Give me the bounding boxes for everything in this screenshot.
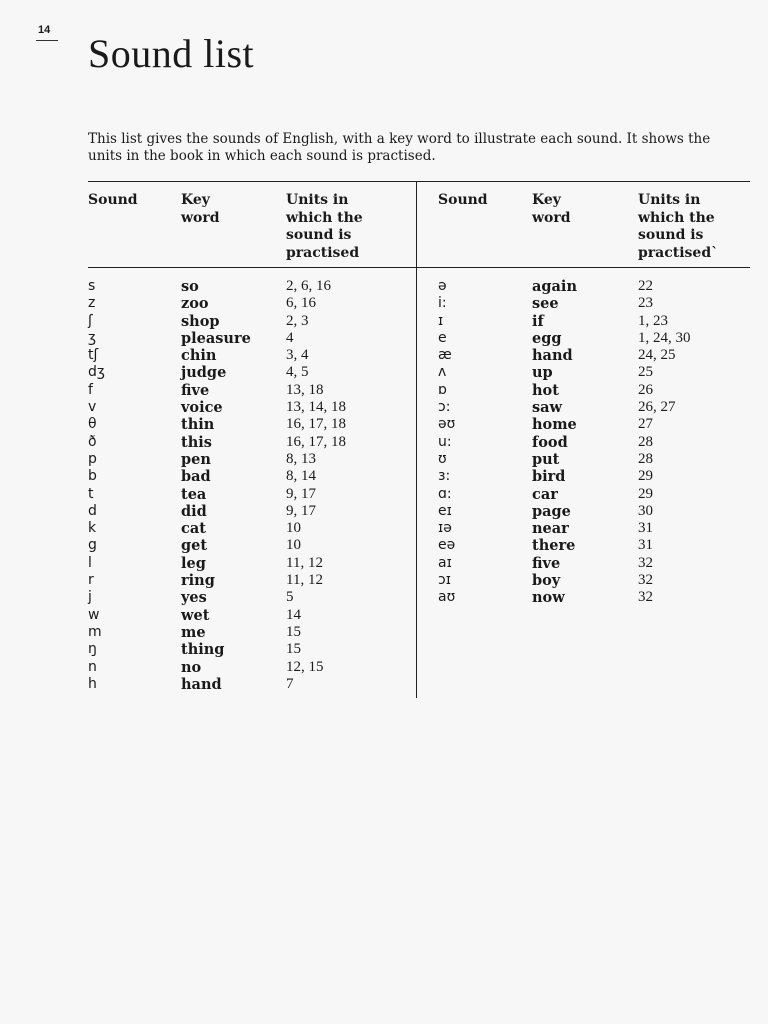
consonant-word-cell: thin (181, 416, 215, 434)
consonant-word-cell: voice (181, 399, 223, 417)
consonant-units-cell: 16, 17, 18 (286, 433, 346, 450)
consonant-sound-cell: ʃ (88, 312, 93, 329)
vowel-word-cell: food (532, 433, 568, 451)
vowel-sound-cell: əʊ (438, 416, 456, 433)
consonant-units-cell: 10 (286, 520, 301, 537)
consonant-sound-cell: m (88, 623, 102, 640)
consonant-units-cell: 13, 18 (286, 381, 324, 398)
vowel-sound-cell: æ (438, 347, 452, 364)
page-number-rule (36, 40, 58, 41)
page-title: Sound list (88, 31, 255, 76)
consonant-word-cell: pleasure (181, 329, 251, 347)
vowel-sound-cell: aɪ (438, 554, 452, 571)
vowel-word-cell: up (532, 364, 553, 382)
vowel-keyword-column (532, 278, 577, 607)
consonant-sound-cell: ŋ (88, 641, 97, 658)
vowel-units-cell: 28 (638, 433, 653, 450)
vowel-units-cell: 23 (638, 295, 653, 312)
consonant-word-cell: ring (181, 572, 215, 590)
vowel-sound-cell: ɜ: (438, 468, 451, 485)
vowel-units-cell: 25 (638, 364, 653, 381)
vowel-units-cell: 24, 25 (638, 347, 676, 364)
consonant-word-cell: so (181, 278, 199, 295)
header-units-left: Units in which the sound is practised (286, 192, 363, 261)
vowel-sound-cell: ɪə (438, 520, 452, 537)
consonant-sound-cell: s (88, 278, 96, 294)
vowel-word-cell: boy (532, 572, 561, 590)
vowel-units-cell: 32 (638, 554, 653, 571)
consonant-keyword-column (181, 278, 251, 693)
vowel-word-cell: bird (532, 468, 566, 486)
vowel-sound-cell: aʊ (438, 589, 456, 606)
vowel-word-cell: hot (532, 381, 559, 399)
consonant-word-cell: did (181, 502, 207, 520)
vowel-word-cell: again (532, 278, 577, 295)
header-sound-left: Sound (88, 192, 138, 208)
vowel-units-cell: 26 (638, 381, 653, 398)
vowel-sound-cell: eə (438, 537, 456, 554)
consonant-units-cell: 15 (286, 641, 301, 658)
consonant-word-cell: me (181, 623, 206, 641)
vowel-sound-cell: u: (438, 433, 452, 450)
consonant-word-cell: no (181, 658, 202, 676)
vowel-units-cell: 29 (638, 468, 653, 485)
consonant-sound-cell: v (88, 399, 97, 416)
consonant-units-cell: 9, 17 (286, 502, 316, 519)
consonant-units-cell: 7 (286, 675, 294, 692)
vowel-units-cell: 26, 27 (638, 399, 676, 416)
vowel-word-cell: saw (532, 399, 563, 417)
vowel-sound-cell: i: (438, 295, 447, 312)
consonant-sound-cell: tʃ (88, 347, 99, 364)
consonant-word-cell: cat (181, 520, 206, 538)
vowel-word-cell: home (532, 416, 577, 434)
consonant-sound-cell: h (88, 675, 97, 692)
consonant-units-cell: 4 (286, 329, 294, 346)
consonant-word-cell: pen (181, 450, 211, 468)
consonant-sound-cell: dʒ (88, 364, 105, 381)
consonant-word-cell: get (181, 537, 208, 555)
consonant-units-cell: 13, 14, 18 (286, 399, 346, 416)
consonant-sound-column (88, 278, 105, 693)
vowel-units-cell: 29 (638, 485, 653, 502)
consonant-word-cell: thing (181, 641, 225, 659)
consonant-sound-cell: k (88, 520, 97, 537)
table-header-rule (88, 267, 750, 268)
vowel-units-cell: 31 (638, 537, 653, 554)
consonant-word-cell: hand (181, 675, 222, 693)
vowel-sound-cell: ɑ: (438, 485, 452, 502)
consonant-sound-cell: f (88, 381, 93, 398)
consonant-units-cell: 4, 5 (286, 364, 309, 381)
vowel-units-cell: 1, 24, 30 (638, 329, 691, 346)
vowel-word-cell: see (532, 295, 559, 313)
consonant-units-cell: 8, 13 (286, 450, 316, 467)
header-units-right: Units in which the sound is practised` (638, 192, 719, 261)
vowel-word-cell: there (532, 537, 576, 555)
consonant-word-cell: this (181, 433, 212, 451)
consonant-sound-cell: ð (88, 433, 97, 450)
vowel-word-cell: put (532, 450, 560, 468)
vowel-units-cell: 30 (638, 502, 653, 519)
consonant-sound-cell: n (88, 658, 97, 675)
consonant-sound-cell: p (88, 450, 97, 467)
consonant-sound-cell: t (88, 485, 94, 502)
consonant-units-cell: 12, 15 (286, 658, 324, 675)
intro-paragraph: This list gives the sounds of English, with a key word to illustrate each sound. It shows the units in the book in which each sound is practised. (88, 131, 711, 164)
vowel-units-column (638, 278, 691, 607)
vowel-units-cell: 28 (638, 450, 653, 467)
vowel-word-cell: five (532, 554, 561, 572)
consonant-units-cell: 5 (286, 589, 294, 606)
consonant-units-cell: 3, 4 (286, 347, 309, 364)
vowel-word-cell: if (532, 312, 544, 330)
consonant-word-cell: yes (181, 589, 207, 607)
consonant-word-cell: tea (181, 485, 207, 503)
consonant-word-cell: leg (181, 554, 206, 572)
consonant-word-cell: zoo (181, 295, 209, 313)
vowel-word-cell: hand (532, 347, 573, 365)
consonant-units-cell: 10 (286, 537, 301, 554)
consonant-units-cell: 2, 6, 16 (286, 278, 331, 294)
consonant-word-cell: bad (181, 468, 211, 486)
consonant-sound-cell: w (88, 606, 100, 623)
consonant-units-cell: 6, 16 (286, 295, 316, 312)
consonant-word-cell: wet (181, 606, 210, 624)
vowel-word-cell: egg (532, 329, 562, 347)
consonant-word-cell: chin (181, 347, 217, 365)
consonant-sound-cell: d (88, 502, 97, 519)
vowel-sound-cell: e (438, 329, 447, 346)
vowel-word-cell: car (532, 485, 558, 503)
vowel-sound-column (438, 278, 455, 607)
vowel-sound-cell: ɔ: (438, 399, 451, 416)
vowel-units-cell: 32 (638, 589, 653, 606)
table-column-divider (416, 181, 417, 698)
header-sound-right: Sound (438, 192, 488, 208)
vowel-sound-cell: ɔɪ (438, 572, 451, 589)
consonant-sound-cell: l (88, 554, 92, 571)
vowel-units-cell: 1, 23 (638, 312, 668, 329)
consonant-units-cell: 8, 14 (286, 468, 316, 485)
vowel-sound-cell: eɪ (438, 502, 452, 519)
vowel-units-cell: 27 (638, 416, 653, 433)
vowel-units-cell: 22 (638, 278, 653, 294)
consonant-sound-cell: θ (88, 416, 97, 433)
consonant-units-cell: 14 (286, 606, 301, 623)
consonant-units-cell: 16, 17, 18 (286, 416, 346, 433)
vowel-sound-cell: ɒ (438, 381, 447, 398)
consonant-units-cell: 9, 17 (286, 485, 316, 502)
vowel-word-cell: near (532, 520, 569, 538)
consonant-units-column (286, 278, 346, 693)
vowel-word-cell: now (532, 589, 565, 607)
consonant-units-cell: 11, 12 (286, 554, 323, 571)
vowel-sound-cell: ʊ (438, 450, 447, 467)
header-key-word-right: Key word (532, 192, 571, 226)
vowel-word-cell: page (532, 502, 571, 520)
consonant-units-cell: 11, 12 (286, 572, 323, 589)
consonant-sound-cell: r (88, 572, 94, 589)
vowel-units-cell: 31 (638, 520, 653, 537)
consonant-word-cell: judge (181, 364, 227, 382)
vowel-sound-cell: ə (438, 278, 447, 294)
vowel-sound-cell: ɪ (438, 312, 444, 329)
page-number: 14 (38, 24, 51, 36)
consonant-sound-cell: j (88, 589, 92, 606)
consonant-sound-cell: z (88, 295, 96, 312)
consonant-units-cell: 2, 3 (286, 312, 309, 329)
consonant-word-cell: five (181, 381, 210, 399)
consonant-sound-cell: ʒ (88, 329, 97, 346)
table-top-rule (88, 181, 750, 182)
consonant-units-cell: 15 (286, 623, 301, 640)
vowel-sound-cell: ʌ (438, 364, 447, 381)
consonant-word-cell: shop (181, 312, 220, 330)
consonant-sound-cell: g (88, 537, 97, 554)
vowel-units-cell: 32 (638, 572, 653, 589)
header-key-word-left: Key word (181, 192, 220, 226)
consonant-sound-cell: b (88, 468, 97, 485)
